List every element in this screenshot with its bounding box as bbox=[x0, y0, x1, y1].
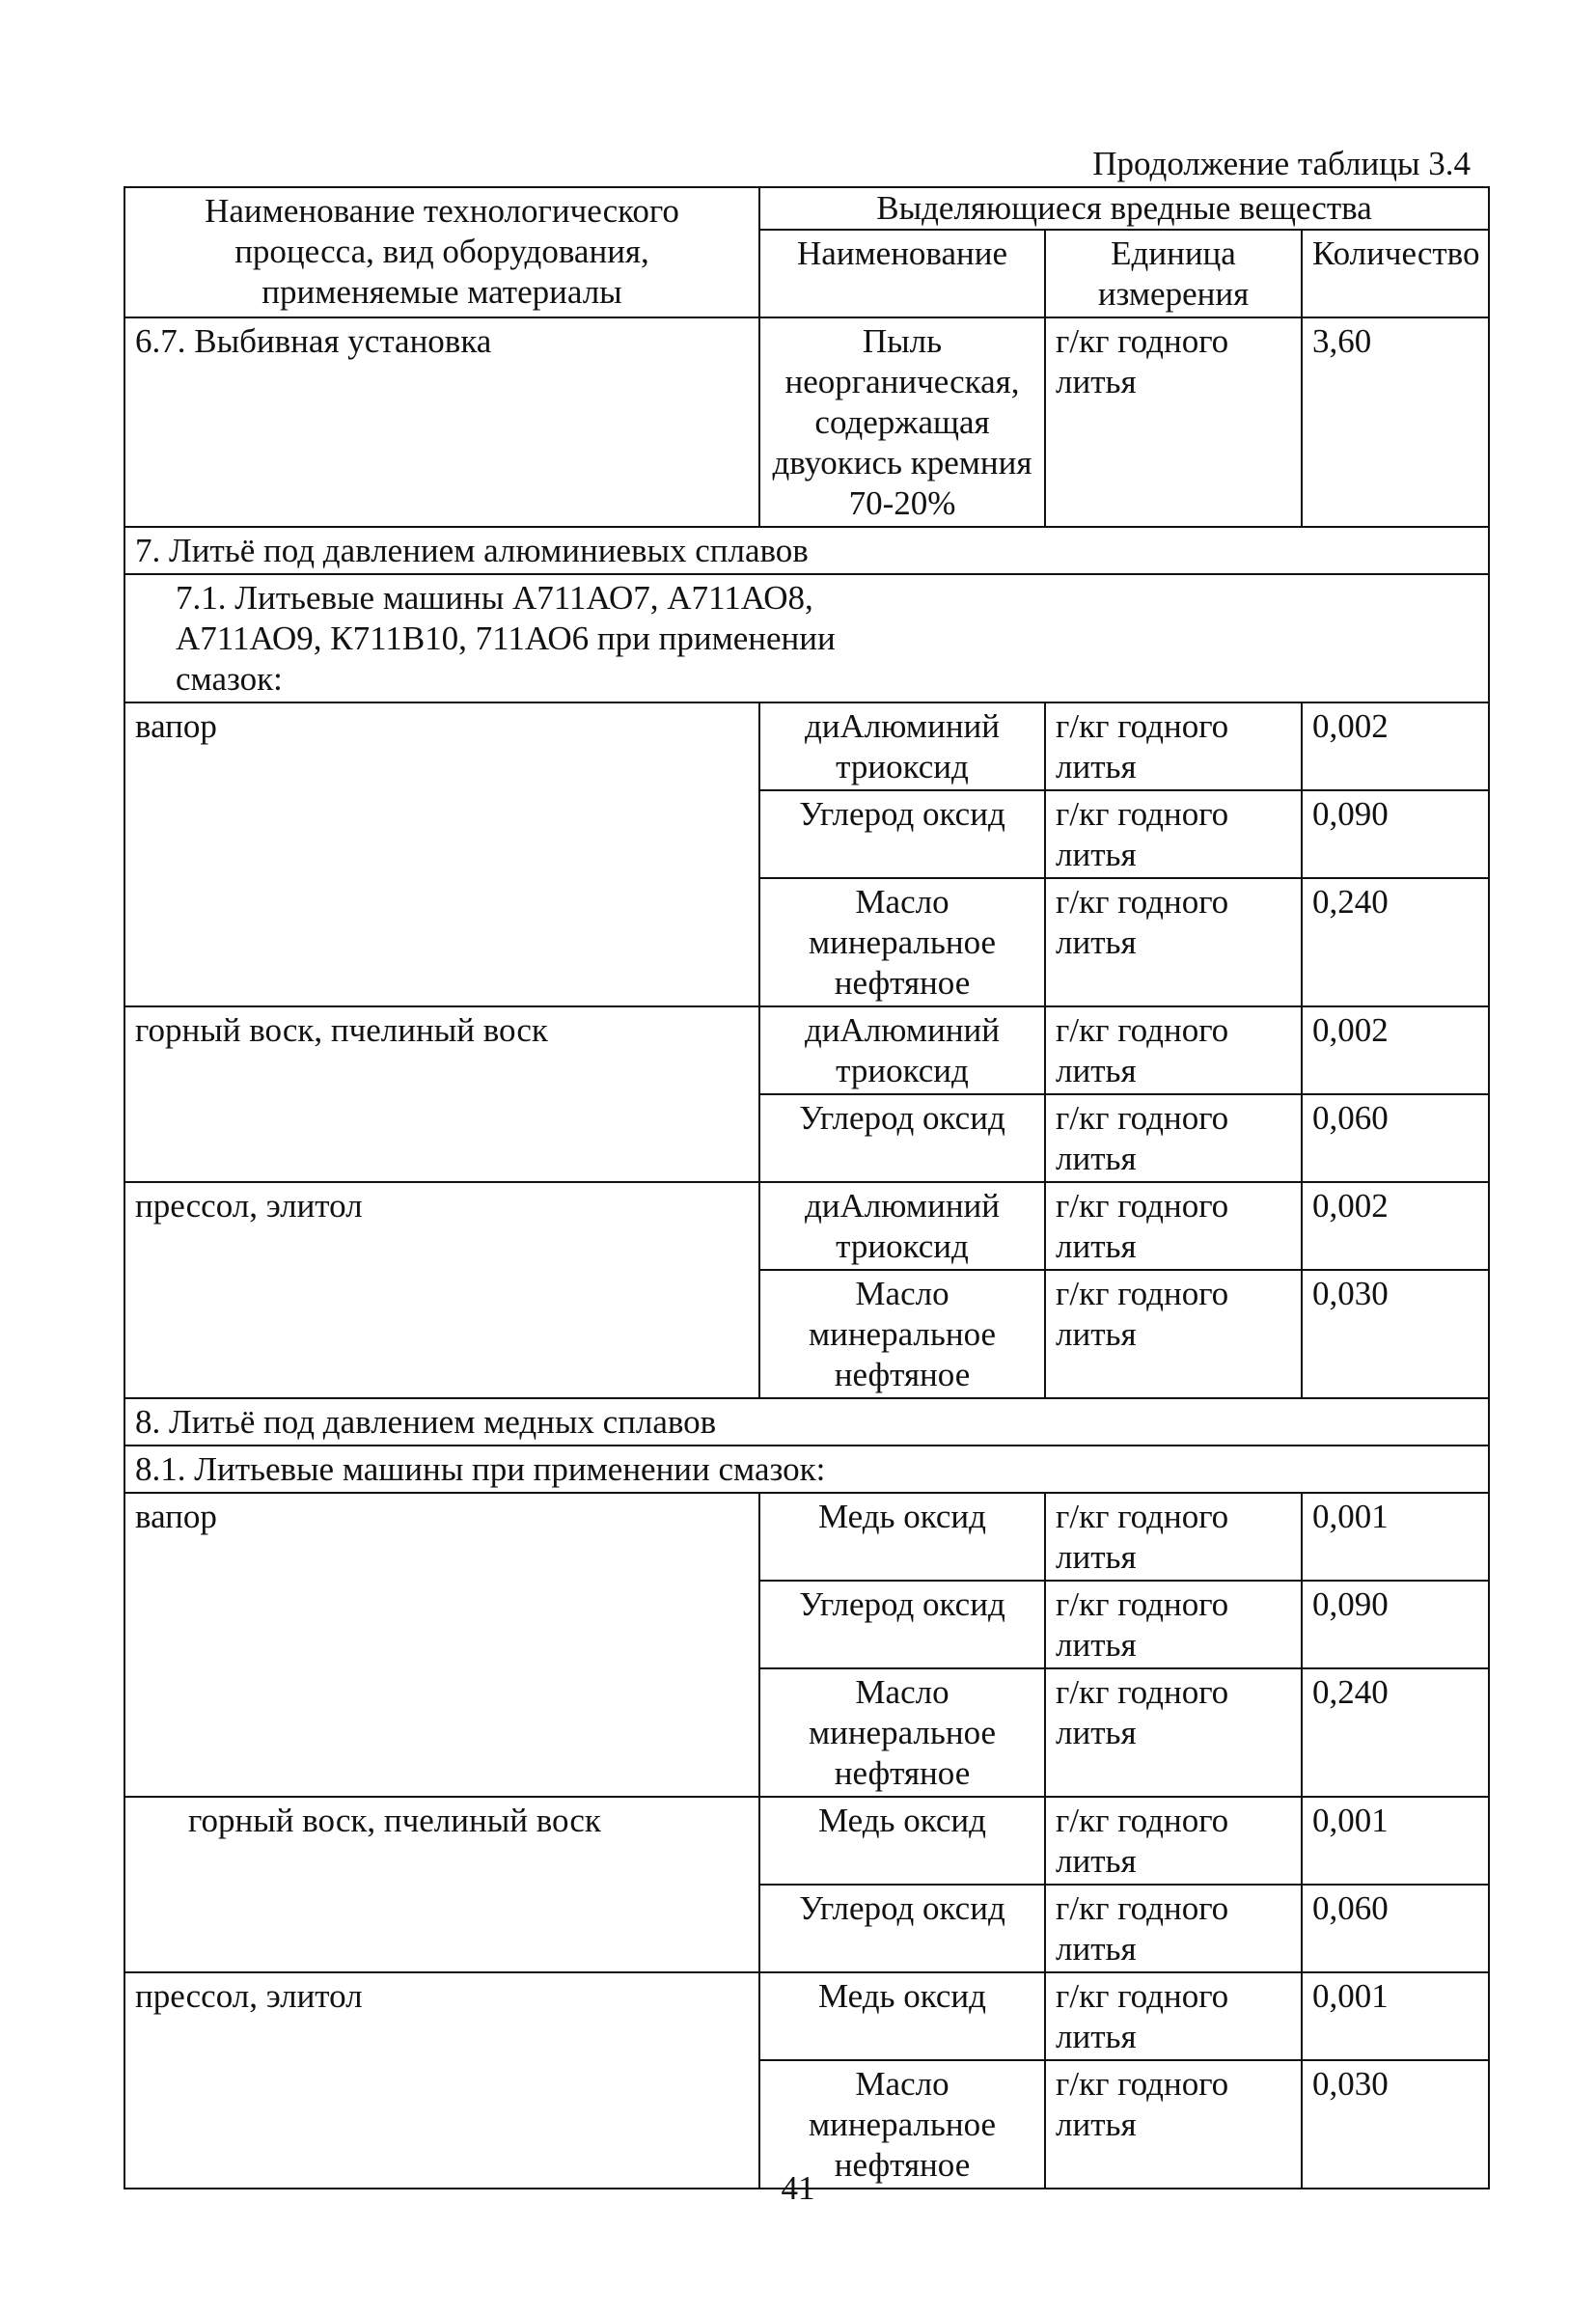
substance-name: Медь оксид bbox=[759, 1493, 1045, 1581]
header-unit: Единица измерения bbox=[1045, 230, 1302, 317]
substance-name: диАлюминий триоксид bbox=[759, 1182, 1045, 1270]
subsection-heading: 8.1. Литьевые машины при применении смазок: bbox=[124, 1446, 1489, 1493]
quantity-cell: 0,002 bbox=[1302, 1182, 1489, 1270]
quantity-cell: 0,001 bbox=[1302, 1493, 1489, 1581]
unit-cell: г/кг годного литья bbox=[1045, 878, 1302, 1006]
substance-name: Масло минеральное нефтяное bbox=[759, 1668, 1045, 1797]
subsection-heading: 7.1. Литьевые машины А711АО7, А711АО8, А711АО9, К711В10, 711АО6 при применении смазок: bbox=[124, 574, 1489, 702]
substance-name: Пыль неорганическая, содержащая двуокись кремния 70-20% bbox=[759, 317, 1045, 527]
lubricant-label: вапор bbox=[124, 702, 759, 1006]
unit-cell: г/кг годного литья bbox=[1045, 1182, 1302, 1270]
unit-cell: г/кг годного литья bbox=[1045, 1270, 1302, 1398]
substance-name: Углерод оксид bbox=[759, 1885, 1045, 1972]
quantity-cell: 3,60 bbox=[1302, 317, 1489, 527]
substance-name: Масло минеральное нефтяное bbox=[759, 2060, 1045, 2189]
lubricant-label: вапор bbox=[124, 1493, 759, 1797]
header-substances: Выделяющиеся вредные вещества bbox=[759, 187, 1489, 230]
table-continuation-label: Продолжение таблицы 3.4 bbox=[1092, 145, 1471, 182]
unit-cell: г/кг годного литья bbox=[1045, 1885, 1302, 1972]
unit-cell: г/кг годного литья bbox=[1045, 1581, 1302, 1668]
header-name: Наименование bbox=[759, 230, 1045, 317]
emissions-table bbox=[124, 186, 1490, 2189]
header-row bbox=[124, 187, 1489, 230]
table-row bbox=[124, 1797, 1489, 1885]
table-row bbox=[124, 1006, 1489, 1094]
unit-cell: г/кг годного литья bbox=[1045, 702, 1302, 790]
quantity-cell: 0,001 bbox=[1302, 1797, 1489, 1885]
lubricant-label: горный воск, пчелиный воск bbox=[124, 1006, 759, 1182]
unit-cell: г/кг годного литья bbox=[1045, 317, 1302, 527]
section-heading: 8. Литьё под давлением медных сплавов bbox=[124, 1398, 1489, 1446]
substance-name: Медь оксид bbox=[759, 1972, 1045, 2060]
substance-name: диАлюминий триоксид bbox=[759, 1006, 1045, 1094]
substance-name: диАлюминий триоксид bbox=[759, 702, 1045, 790]
substance-name: Углерод оксид bbox=[759, 790, 1045, 878]
quantity-cell: 0,030 bbox=[1302, 1270, 1489, 1398]
quantity-cell: 0,090 bbox=[1302, 790, 1489, 878]
quantity-cell: 0,002 bbox=[1302, 702, 1489, 790]
unit-cell: г/кг годного литья bbox=[1045, 1972, 1302, 2060]
quantity-cell: 0,060 bbox=[1302, 1885, 1489, 1972]
quantity-cell: 0,240 bbox=[1302, 878, 1489, 1006]
table-row bbox=[124, 1493, 1489, 1581]
page-number: 41 bbox=[781, 2169, 815, 2207]
table-row bbox=[124, 1182, 1489, 1270]
substance-name: Масло минеральное нефтяное bbox=[759, 878, 1045, 1006]
quantity-cell: 0,002 bbox=[1302, 1006, 1489, 1094]
unit-cell: г/кг годного литья bbox=[1045, 1006, 1302, 1094]
unit-cell: г/кг годного литья bbox=[1045, 1493, 1302, 1581]
lubricant-label: прессол, элитол bbox=[124, 1182, 759, 1398]
quantity-cell: 0,001 bbox=[1302, 1972, 1489, 2060]
substance-name: Углерод оксид bbox=[759, 1581, 1045, 1668]
section-row bbox=[124, 1446, 1489, 1493]
section-heading: 7. Литьё под давлением алюминиевых сплавов bbox=[124, 527, 1489, 574]
section-row bbox=[124, 1398, 1489, 1446]
unit-cell: г/кг годного литья bbox=[1045, 1094, 1302, 1182]
lubricant-label: горный воск, пчелиный воск bbox=[124, 1797, 759, 1972]
substance-name: Углерод оксид bbox=[759, 1094, 1045, 1182]
unit-cell: г/кг годного литья bbox=[1045, 1797, 1302, 1885]
unit-cell: г/кг годного литья bbox=[1045, 1668, 1302, 1797]
header-quantity: Количество bbox=[1302, 230, 1489, 317]
section-row bbox=[124, 574, 1489, 702]
header-process: Наименование технологического процесса, вид оборудования, применяемые материалы bbox=[124, 187, 759, 317]
table-row bbox=[124, 1972, 1489, 2060]
substance-name: Масло минеральное нефтяное bbox=[759, 1270, 1045, 1398]
unit-cell: г/кг годного литья bbox=[1045, 790, 1302, 878]
table-row bbox=[124, 702, 1489, 790]
quantity-cell: 0,240 bbox=[1302, 1668, 1489, 1797]
quantity-cell: 0,030 bbox=[1302, 2060, 1489, 2189]
quantity-cell: 0,060 bbox=[1302, 1094, 1489, 1182]
quantity-cell: 0,090 bbox=[1302, 1581, 1489, 1668]
unit-cell: г/кг годного литья bbox=[1045, 2060, 1302, 2189]
table-row bbox=[124, 317, 1489, 527]
lubricant-label: прессол, элитол bbox=[124, 1972, 759, 2189]
section-row bbox=[124, 527, 1489, 574]
process-cell: 6.7. Выбивная установка bbox=[124, 317, 759, 527]
substance-name: Медь оксид bbox=[759, 1797, 1045, 1885]
